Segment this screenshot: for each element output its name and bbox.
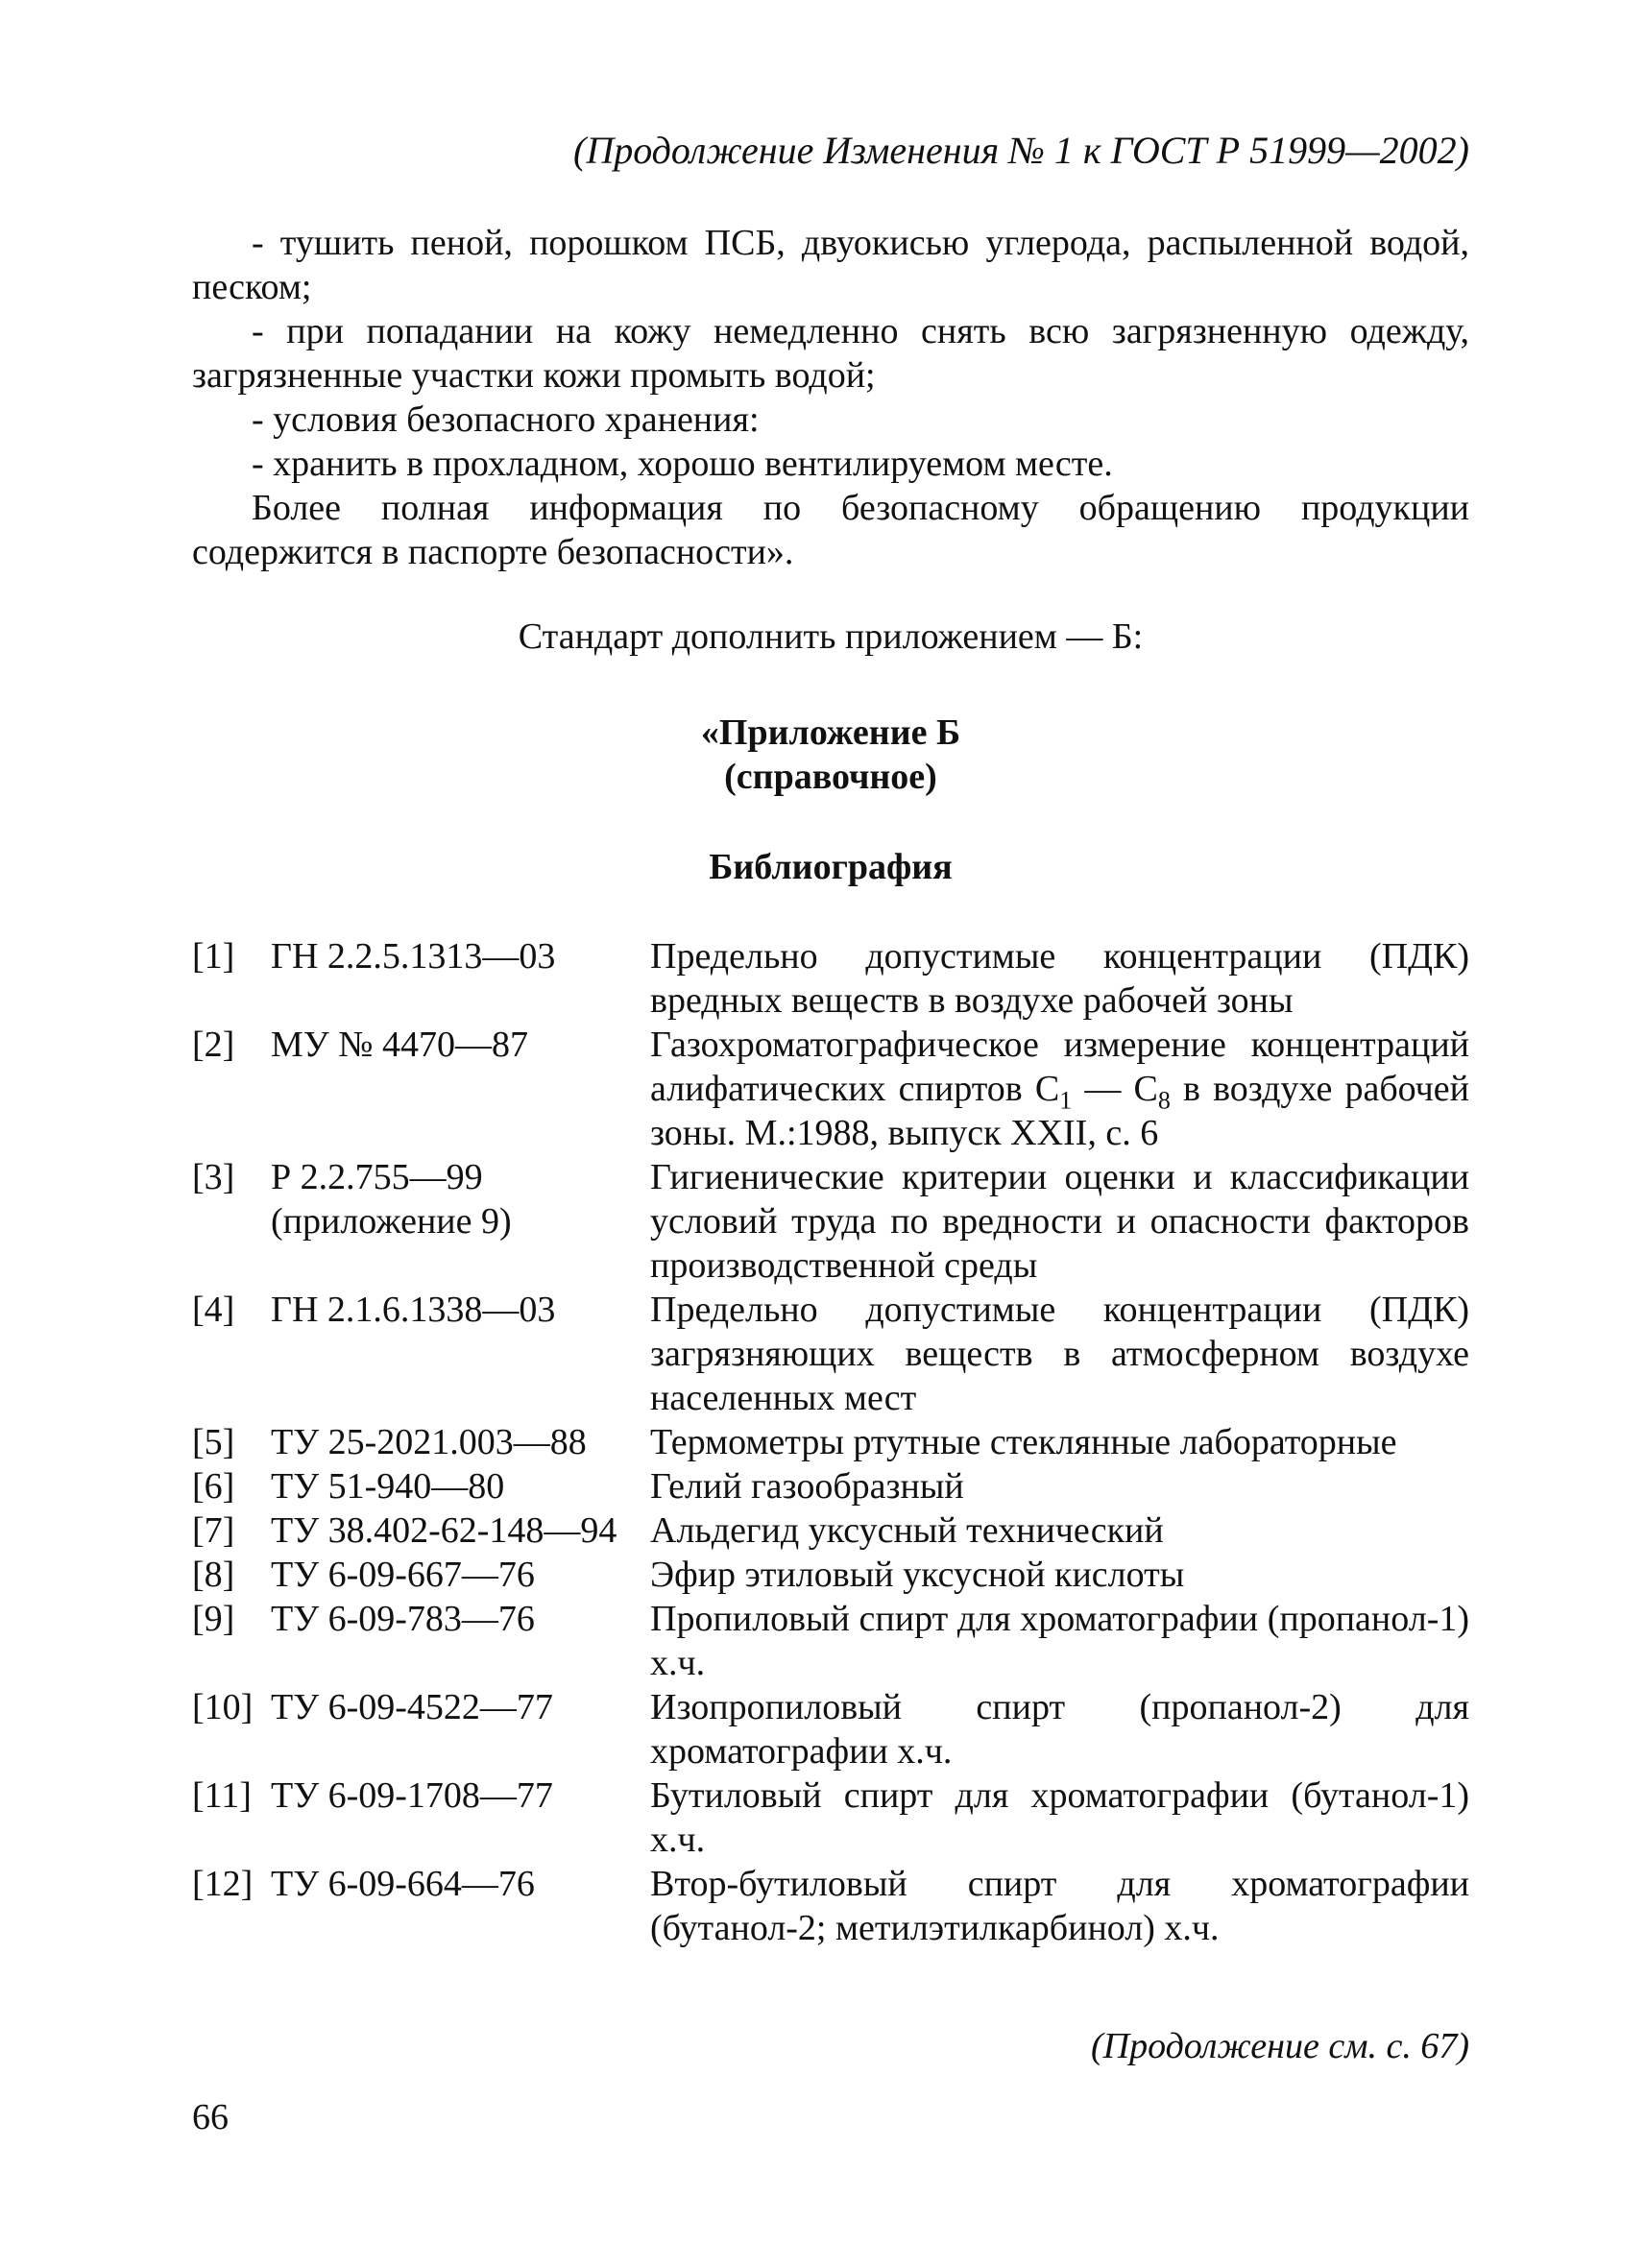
entry-number: [2]	[192, 1025, 235, 1065]
bibliography-title: Библиография	[709, 847, 953, 887]
entry-document: ТУ 6-09-783—76	[271, 1599, 535, 1639]
desc-text: в воздухе рабочей зоны. М.:1988, выпуск XXII, с. 6	[650, 1069, 1469, 1153]
entry-number: [7]	[192, 1510, 235, 1551]
bibliography-list	[192, 934, 1469, 1950]
entry-document: ТУ 38.402-62-148—94	[271, 1510, 617, 1551]
entry-number: [3]	[192, 1157, 235, 1197]
bibliography-entry	[192, 1420, 1469, 1464]
entry-document: ТУ 6-09-667—76	[271, 1555, 535, 1595]
entry-document: МУ № 4470—87	[271, 1025, 528, 1065]
entry-description: Эфир этиловый уксусной кислоты	[650, 1555, 1185, 1595]
entry-number: [10]	[192, 1687, 254, 1727]
supplement-line: Стандарт дополнить приложением — Б:	[518, 616, 1144, 657]
subscript: 1	[1059, 1086, 1073, 1115]
bibliography-entry	[192, 934, 1469, 1023]
entry-document: Р 2.2.755—99 (приложение 9)	[271, 1157, 512, 1242]
bibliography-entry	[192, 1685, 1469, 1773]
entry-description: Бутиловый спирт для хроматографии (бутанол-1) х.ч.	[650, 1775, 1469, 1860]
paragraph: Более полная информация по безопасному обращению продукции содержится в паспорте безопасности».	[192, 488, 1469, 572]
paragraph: - условия безопасного хранения:	[252, 399, 760, 440]
entry-description: Альдегид уксусный технический	[650, 1510, 1164, 1551]
entry-description: Гигиенические критерии оценки и классификации условий труда по вредности и опасности факторов производственной среды	[650, 1157, 1469, 1286]
bibliography-entry	[192, 1773, 1469, 1862]
entry-description: Термометры ртутные стеклянные лабораторные	[650, 1422, 1397, 1462]
safety-instructions	[192, 221, 1469, 574]
entry-document: ТУ 6-09-1708—77	[271, 1775, 553, 1816]
entry-document: ТУ 6-09-664—76	[271, 1864, 535, 1904]
paragraph: - хранить в прохладном, хорошо вентилируемом месте.	[252, 444, 1113, 484]
bibliography-entry	[192, 1553, 1469, 1597]
entry-document: ТУ 6-09-4522—77	[271, 1687, 553, 1727]
appendix-title: «Приложение Б	[700, 712, 961, 753]
entry-description: Изопропиловый спирт (пропанол-2) для хроматографии х.ч.	[650, 1687, 1469, 1772]
entry-description: Предельно допустимые концентрации (ПДК) вредных веществ в воздухе рабочей зоны	[650, 936, 1469, 1021]
entry-number: [11]	[192, 1775, 252, 1816]
entry-number: [12]	[192, 1864, 254, 1904]
entry-description: Втор-бутиловый спирт для хроматографии (бутанол-2; метилэтилкарбинол) х.ч.	[650, 1864, 1469, 1948]
entry-document: ГН 2.2.5.1313—03	[271, 936, 556, 977]
entry-number: [8]	[192, 1555, 235, 1595]
desc-text: — C	[1072, 1069, 1158, 1109]
page-number: 66	[192, 2097, 229, 2137]
entry-document: ГН 2.1.6.1338—03	[271, 1290, 556, 1330]
bibliography-entry	[192, 1862, 1469, 1950]
bibliography-entry	[192, 1155, 1469, 1288]
bibliography-entry	[192, 1288, 1469, 1420]
entry-number: [4]	[192, 1290, 235, 1330]
entry-number: [1]	[192, 936, 235, 977]
entry-document: ТУ 25-2021.003—88	[271, 1422, 587, 1462]
entry-description: Пропиловый спирт для хроматографии (пропанол-1) х.ч.	[650, 1599, 1469, 1683]
desc-text: Газохроматографическое измерение концентраций алифатических спиртов C	[650, 1025, 1469, 1109]
entry-description: Предельно допустимые концентрации (ПДК) загрязняющих веществ в атмосферном воздухе населенных мест	[650, 1290, 1469, 1418]
continuation-header: (Продолжение Изменения № 1 к ГОСТ Р 51999—2002)	[573, 129, 1469, 172]
continuation-footer: (Продолжение см. с. 67)	[1090, 2026, 1469, 2066]
entry-document: ТУ 51-940—80	[271, 1466, 505, 1507]
bibliography-entry	[192, 1597, 1469, 1685]
entry-number: [5]	[192, 1422, 235, 1462]
entry-description	[650, 1023, 1469, 1155]
paragraph: - при попадании на кожу немедленно снять всю загрязненную одежду, загрязненные участки кожи промыть водой;	[192, 311, 1469, 396]
appendix-subtitle: (справочное)	[724, 757, 937, 797]
paragraph: - тушить пеной, порошком ПСБ, двуокисью углерода, распыленной водой, песком;	[192, 223, 1469, 307]
bibliography-entry	[192, 1464, 1469, 1508]
entry-number: [6]	[192, 1466, 235, 1507]
subscript: 8	[1157, 1086, 1171, 1115]
bibliography-entry	[192, 1023, 1469, 1155]
entry-number: [9]	[192, 1599, 235, 1639]
bibliography-entry	[192, 1508, 1469, 1553]
document-page	[192, 0, 1469, 2268]
entry-description: Гелий газообразный	[650, 1466, 964, 1507]
appendix-heading	[192, 711, 1469, 799]
